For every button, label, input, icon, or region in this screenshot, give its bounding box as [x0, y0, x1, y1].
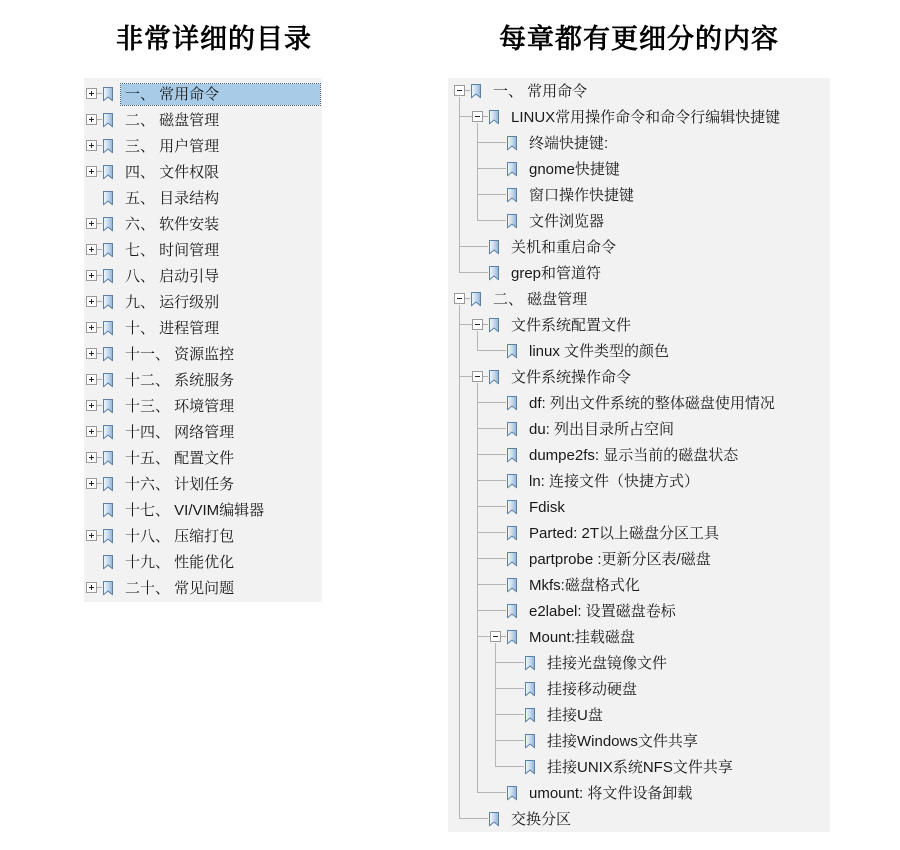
tree-item[interactable] [490, 520, 828, 546]
tree-connector-line [97, 301, 102, 302]
left-section-title: 非常详细的目录 [116, 24, 312, 54]
bookmark-icon [488, 811, 500, 827]
tree-item-label: 十、 进程管理 [125, 319, 220, 337]
expand-slot [472, 104, 488, 130]
tree-item-label: 文件系统配置文件 [511, 316, 632, 334]
bookmark-icon [102, 398, 114, 414]
collapse-toggle-icon[interactable] [472, 319, 483, 330]
tree-item-label: 关机和重启命令 [511, 238, 617, 256]
bookmark-icon [506, 187, 518, 203]
expand-slot [86, 185, 102, 211]
bookmark-icon [506, 395, 518, 411]
expand-toggle-icon[interactable] [86, 348, 97, 359]
bookmark-icon [506, 629, 518, 645]
tree-connector-line [97, 431, 102, 432]
tree-item[interactable] [490, 468, 828, 494]
bookmark-icon [102, 112, 114, 128]
bookmark-icon [506, 525, 518, 541]
expand-slot [490, 338, 506, 364]
tree-item-label: 十四、 网络管理 [125, 423, 235, 441]
expand-slot [86, 367, 102, 393]
tree-item-label: 七、 时间管理 [125, 241, 220, 259]
bookmark-icon [102, 502, 114, 518]
tree-item-selected[interactable] [86, 81, 320, 107]
tree-item[interactable] [490, 130, 828, 156]
collapse-toggle-icon[interactable] [454, 293, 465, 304]
tree-item-label: dumpe2fs: 显示当前的磁盘状态 [529, 446, 739, 464]
tree-connector-line [97, 405, 102, 406]
bookmark-icon [524, 759, 536, 775]
tree-item-label: 挂接UNIX系统NFS文件共享 [547, 758, 733, 776]
tree-connector-line [459, 376, 472, 377]
expand-slot [508, 650, 524, 676]
bookmark-icon [488, 109, 500, 125]
tree-item-label: 挂接U盘 [547, 706, 603, 724]
tree-item[interactable] [86, 315, 320, 341]
expand-slot [472, 312, 488, 338]
tree-item-label: 文件浏览器 [529, 212, 605, 230]
bookmark-icon [102, 346, 114, 362]
tree-item-label: df: 列出文件系统的整体磁盘使用情况 [529, 394, 775, 412]
tree-connector-line [97, 223, 102, 224]
tree-item-label: 二、 磁盘管理 [125, 111, 220, 129]
tree-connector-line [97, 327, 102, 328]
tree-connector-line [97, 119, 102, 120]
tree-item-label: 十八、 压缩打包 [125, 527, 235, 545]
expand-slot [490, 624, 506, 650]
tree-item-label: 二十、 常见问题 [125, 579, 235, 597]
tree-item[interactable] [86, 237, 320, 263]
tree-item[interactable] [86, 471, 320, 497]
collapse-toggle-icon[interactable] [454, 85, 465, 96]
tree-item-label: Parted: 2T以上磁盘分区工具 [529, 524, 720, 542]
expand-slot [472, 260, 488, 286]
expand-slot [490, 156, 506, 182]
tree-item[interactable] [490, 442, 828, 468]
tree-item[interactable] [490, 624, 828, 650]
tree-item[interactable] [490, 182, 828, 208]
tree-item[interactable] [86, 159, 320, 185]
expand-slot [86, 81, 102, 107]
expand-slot [490, 130, 506, 156]
expand-slot [86, 263, 102, 289]
expand-slot [490, 208, 506, 234]
tree-item[interactable] [86, 419, 320, 445]
bookmark-icon [102, 216, 114, 232]
expand-slot [508, 676, 524, 702]
collapse-toggle-icon[interactable] [472, 371, 483, 382]
expand-toggle-icon[interactable] [86, 88, 97, 99]
bookmark-icon [102, 242, 114, 258]
bookmark-icon [506, 499, 518, 515]
expand-toggle-icon[interactable] [86, 270, 97, 281]
tree-connector-line [97, 275, 102, 276]
tree-item[interactable] [86, 341, 320, 367]
tree-connector-line [465, 90, 470, 91]
collapse-toggle-icon[interactable] [472, 111, 483, 122]
bookmark-icon [102, 450, 114, 466]
bookmark-icon [524, 655, 536, 671]
expand-toggle-icon[interactable] [86, 218, 97, 229]
tree-connector-line [459, 324, 472, 325]
expand-slot [454, 78, 470, 104]
bookmark-icon [102, 554, 114, 570]
bookmark-icon [102, 320, 114, 336]
tree-item-label: 三、 用户管理 [125, 137, 220, 155]
bookmark-icon [506, 785, 518, 801]
bookmark-icon [506, 135, 518, 151]
tree-item[interactable] [86, 497, 320, 523]
tree-item-label: umount: 将文件设备卸载 [529, 784, 693, 802]
expand-slot [86, 419, 102, 445]
expand-slot [86, 393, 102, 419]
tree-connector-line [97, 483, 102, 484]
expand-toggle-icon[interactable] [86, 452, 97, 463]
expand-slot [490, 182, 506, 208]
expand-slot [86, 341, 102, 367]
tree-item-label: linux 文件类型的颜色 [529, 342, 670, 360]
expand-slot [490, 598, 506, 624]
tree-item-label: 十九、 性能优化 [125, 553, 235, 571]
bookmark-icon [102, 294, 114, 310]
tree-item[interactable] [86, 575, 320, 601]
tree-item-label: partprobe :更新分区表/磁盘 [529, 550, 711, 568]
bookmark-icon [102, 268, 114, 284]
tree-item-label: gnome快捷键 [529, 160, 620, 178]
expand-slot [86, 315, 102, 341]
tree-item[interactable] [490, 416, 828, 442]
tree-connector-line [97, 145, 102, 146]
bookmark-icon [524, 733, 536, 749]
bookmark-icon [506, 551, 518, 567]
toc-detail-panel [448, 78, 830, 832]
tree-item[interactable] [86, 107, 320, 133]
tree-connector-line [459, 305, 460, 819]
bookmark-icon [470, 83, 482, 99]
tree-item-label: 十三、 环境管理 [125, 397, 235, 415]
expand-slot [490, 546, 506, 572]
bookmark-icon [506, 447, 518, 463]
collapse-toggle-icon[interactable] [490, 631, 501, 642]
expand-slot [490, 572, 506, 598]
expand-slot [508, 728, 524, 754]
tree-connector-line [97, 457, 102, 458]
tree-item[interactable] [490, 546, 828, 572]
tree-item[interactable] [86, 367, 320, 393]
tree-item-label: Mount:挂载磁盘 [529, 628, 635, 646]
bookmark-icon [506, 473, 518, 489]
expand-slot [86, 471, 102, 497]
tree-item[interactable] [472, 364, 828, 390]
tree-connector-line [97, 353, 102, 354]
tree-connector-line [483, 116, 488, 117]
bookmark-icon [506, 603, 518, 619]
bookmark-icon [102, 372, 114, 388]
tree-item[interactable] [86, 445, 320, 471]
expand-toggle-icon[interactable] [86, 374, 97, 385]
tree-connector-line [97, 379, 102, 380]
bookmark-icon [102, 138, 114, 154]
tree-connector-line [97, 93, 102, 94]
expand-slot [472, 806, 488, 832]
tree-item-label: 十七、 VI/VIM编辑器 [125, 501, 265, 519]
bookmark-icon [488, 265, 500, 281]
tree-item-label: 十五、 配置文件 [125, 449, 235, 467]
tree-item[interactable] [490, 156, 828, 182]
expand-toggle-icon[interactable] [86, 426, 97, 437]
tree-item-label: du: 列出目录所占空间 [529, 420, 675, 438]
bookmark-icon [524, 707, 536, 723]
bookmark-icon [102, 164, 114, 180]
tree-item[interactable] [86, 289, 320, 315]
bookmark-icon [102, 476, 114, 492]
bookmark-icon [506, 161, 518, 177]
tree-connector-line [459, 116, 472, 117]
bookmark-icon [506, 421, 518, 437]
tree-item[interactable] [508, 702, 828, 728]
expand-slot [472, 364, 488, 390]
expand-slot [490, 468, 506, 494]
tree-connector-line [477, 636, 490, 637]
tree-item[interactable] [86, 185, 320, 211]
bookmark-icon [102, 528, 114, 544]
expand-slot [472, 234, 488, 260]
expand-slot [454, 286, 470, 312]
expand-slot [490, 390, 506, 416]
bookmark-icon [506, 343, 518, 359]
tree-item[interactable] [490, 208, 828, 234]
tree-connector-line [483, 376, 488, 377]
tree-item[interactable] [86, 133, 320, 159]
expand-toggle-icon[interactable] [86, 400, 97, 411]
tree-item[interactable] [454, 286, 828, 312]
tree-item-label: 十一、 资源监控 [125, 345, 235, 363]
tree-item-label: 文件系统操作命令 [511, 368, 632, 386]
tree-item-label: 终端快捷键: [529, 134, 609, 152]
tree-item-label: 挂接移动硬盘 [547, 680, 638, 698]
expand-toggle-icon[interactable] [86, 114, 97, 125]
tree-item-label: 挂接光盘镜像文件 [547, 654, 668, 672]
tree-item[interactable] [86, 523, 320, 549]
expand-toggle-icon[interactable] [86, 582, 97, 593]
tree-item-label: 二、 磁盘管理 [493, 290, 588, 308]
tree-item[interactable] [86, 393, 320, 419]
expand-toggle-icon[interactable] [86, 166, 97, 177]
bookmark-icon [470, 291, 482, 307]
expand-slot [86, 523, 102, 549]
tree-item-label: 十二、 系统服务 [125, 371, 235, 389]
expand-slot [490, 416, 506, 442]
tree-connector-line [97, 249, 102, 250]
right-section-title: 每章都有更细分的内容 [499, 24, 779, 54]
tree-connector-line [97, 171, 102, 172]
tree-item[interactable] [86, 263, 320, 289]
bookmark-icon [102, 424, 114, 440]
bookmark-icon [488, 239, 500, 255]
tree-item[interactable] [508, 754, 828, 780]
expand-slot [86, 289, 102, 315]
expand-slot [86, 107, 102, 133]
tree-item[interactable] [508, 676, 828, 702]
tree-item[interactable] [86, 211, 320, 237]
expand-toggle-icon[interactable] [86, 322, 97, 333]
tree-item[interactable] [472, 312, 828, 338]
tree-item[interactable] [490, 598, 828, 624]
expand-slot [490, 780, 506, 806]
expand-slot [86, 549, 102, 575]
tree-connector-line [465, 298, 470, 299]
tree-item[interactable] [454, 78, 828, 104]
tree-item-label: 窗口操作快捷键 [529, 186, 635, 204]
tree-connector-line [97, 535, 102, 536]
bookmark-icon [488, 317, 500, 333]
tree-item[interactable] [490, 780, 828, 806]
expand-slot [490, 494, 506, 520]
expand-toggle-icon[interactable] [86, 244, 97, 255]
tree-connector-line [477, 123, 478, 221]
bookmark-icon [506, 577, 518, 593]
tree-item-label: 六、 软件安装 [125, 215, 220, 233]
bookmark-icon [488, 369, 500, 385]
expand-slot [508, 754, 524, 780]
tree-connector-line [483, 324, 488, 325]
expand-slot [86, 159, 102, 185]
tree-item-label: grep和管道符 [511, 264, 602, 282]
tree-item-label: ln: 连接文件（快捷方式） [529, 472, 700, 490]
tree-item-label: 四、 文件权限 [125, 163, 220, 181]
tree-item-label: Mkfs:磁盘格式化 [529, 576, 640, 594]
expand-slot [490, 520, 506, 546]
tree-item-label: 一、 常用命令 [121, 84, 320, 105]
tree-item[interactable] [472, 234, 828, 260]
tree-item-label: e2label: 设置磁盘卷标 [529, 602, 676, 620]
expand-slot [508, 702, 524, 728]
expand-slot [86, 211, 102, 237]
bookmark-icon [102, 86, 114, 102]
bookmark-icon [102, 580, 114, 596]
tree-item-label: 挂接Windows文件共享 [547, 732, 698, 750]
tree-item[interactable] [508, 728, 828, 754]
expand-slot [86, 445, 102, 471]
tree-item[interactable] [490, 390, 828, 416]
tree-item[interactable] [490, 338, 828, 364]
tree-item[interactable] [508, 650, 828, 676]
tree-item-label: LINUX常用操作命令和命令行编辑快捷键 [511, 108, 781, 126]
tree-item[interactable] [490, 494, 828, 520]
tree-item-label: 一、 常用命令 [493, 82, 588, 100]
expand-slot [86, 497, 102, 523]
bookmark-icon [506, 213, 518, 229]
tree-item[interactable] [472, 806, 828, 832]
tree-item-label: Fdisk [529, 498, 565, 516]
tree-item[interactable] [490, 572, 828, 598]
toc-overview-panel [84, 78, 322, 602]
tree-item[interactable] [86, 549, 320, 575]
bookmark-icon [524, 681, 536, 697]
tree-connector-line [501, 636, 506, 637]
tree-item[interactable] [472, 260, 828, 286]
expand-slot [86, 133, 102, 159]
tree-item-label: 五、 目录结构 [125, 189, 220, 207]
tree-item-label: 九、 运行级别 [125, 293, 220, 311]
tree-item-label: 十六、 计划任务 [125, 475, 235, 493]
expand-toggle-icon[interactable] [86, 530, 97, 541]
expand-slot [86, 575, 102, 601]
expand-slot [490, 442, 506, 468]
tree-item[interactable] [472, 104, 828, 130]
expand-toggle-icon[interactable] [86, 296, 97, 307]
expand-slot [86, 237, 102, 263]
tree-connector-line [97, 587, 102, 588]
expand-toggle-icon[interactable] [86, 478, 97, 489]
expand-toggle-icon[interactable] [86, 140, 97, 151]
tree-connector-line [477, 383, 478, 793]
tree-item-label: 八、 启动引导 [125, 267, 220, 285]
bookmark-icon [102, 190, 114, 206]
tree-item-label: 交换分区 [511, 810, 572, 828]
